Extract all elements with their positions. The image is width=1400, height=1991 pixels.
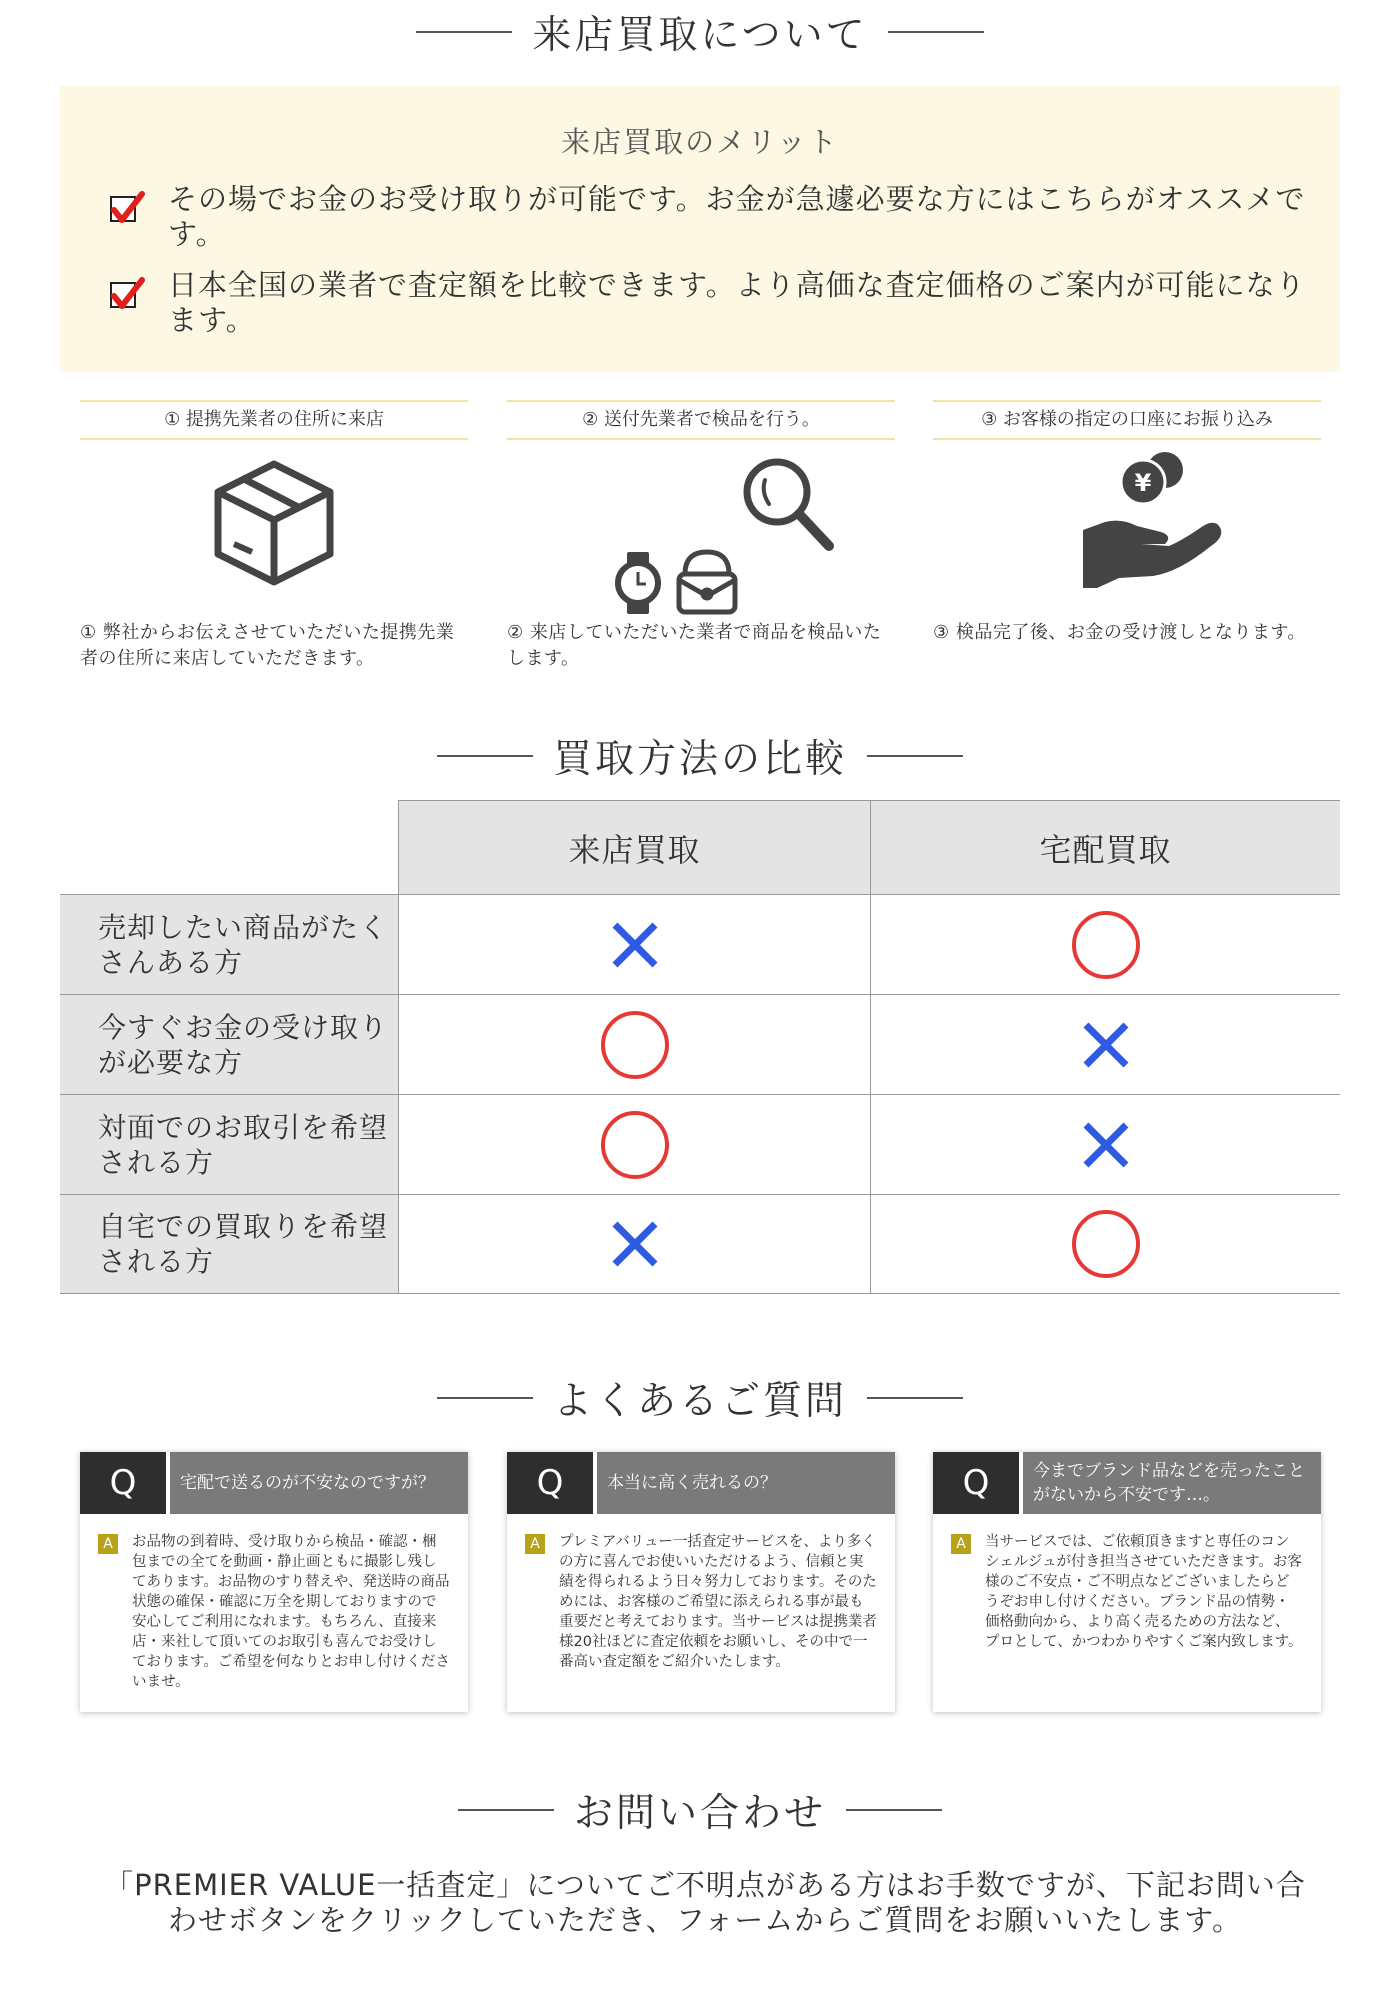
section-title: 買取方法の比較 <box>552 737 847 782</box>
step-1 <box>80 400 468 672</box>
cross-mark-icon <box>398 1194 870 1294</box>
row-header: 今すぐお金の受け取りが必要な方 <box>60 994 398 1094</box>
column-header-store: 来店買取 <box>398 800 870 894</box>
question-badge: Q <box>933 1452 1019 1514</box>
heading-rule-left <box>437 1397 533 1399</box>
faq-answer: お品物の到着時、受け取りから検品・確認・梱包までの全てを動画・静止画ともに撮影し残してあります。お品物のすり替えや、発送時の商品状態の確保・確認に万全を期しておりますので安心してご利用になれます。もちろん、直接来店・来社して頂いてのお取引も喜んでお受けしております。ご希望を何なりとお申し付けくださいませ。 <box>132 1534 450 1690</box>
svg-text:¥: ¥ <box>1134 469 1152 497</box>
step-2 <box>507 400 895 672</box>
merit-item <box>108 268 1318 338</box>
section-heading-faq <box>0 1370 1400 1426</box>
circle-mark-icon <box>870 894 1340 994</box>
yen-hand-icon <box>933 440 1321 620</box>
merit-item <box>108 182 1318 252</box>
step-description: ① 弊社からお伝えさせていただいた提携先業者の住所に来店していただきます。 <box>80 622 455 669</box>
merit-text: その場でお金のお受け取りが可能です。お金が急遽必要な方にはこちらがオススメです。 <box>168 182 1306 251</box>
section-heading-compare <box>0 728 1400 784</box>
circle-mark-icon <box>870 1194 1340 1294</box>
faq-question: 今までブランド品などを売ったことがないから不安です…。 <box>1023 1452 1321 1514</box>
faq-card <box>933 1452 1321 1712</box>
faq-answer: 当サービスでは、ご依頼頂きますと専任のコンシェルジュが付き担当させていただきます。お客様のご不安点・ご不明点などございましたらどうぞお申し付けください。ブランド品の情勢・価格動向から、より高く売るための方法など、プロとして、かつわかりやすくご案内致します。 <box>985 1534 1303 1650</box>
faq-question: 本当に高く売れるの？ <box>597 1452 895 1514</box>
faq-question: 宅配で送るのが不安なのですが？ <box>170 1452 468 1514</box>
question-badge: Q <box>80 1452 166 1514</box>
row-header: 売却したい商品がたくさんある方 <box>60 894 398 994</box>
section-title: よくあるご質問 <box>552 1379 847 1424</box>
faq-header <box>507 1452 895 1514</box>
merit-title: 来店買取のメリット <box>561 125 839 159</box>
answer-badge: A <box>98 1534 118 1554</box>
faq-answer-block <box>507 1514 895 1672</box>
merit-text: 日本全国の業者で査定額を比較できます。より高価な査定価格のご案内が可能になります。 <box>168 268 1306 337</box>
step-label: ③ お客様の指定の口座にお振り込み <box>933 400 1321 440</box>
section-heading-store-buy <box>0 4 1400 60</box>
faq-answer: プレミアバリュー一括査定サービスを、より多くの方に喜んでお使いいただけるよう、信頼と実績を得られるよう日々努力しております。そのためには、お客様のご希望に添えられる事が最も重要だと考えております。当サービスは提携業者様20社ほどに査定依頼をお願いし、その中で一番高い査定額をご紹介いたします。 <box>559 1534 877 1670</box>
heading-rule-right <box>867 755 963 757</box>
row-header: 対面でのお取引を希望される方 <box>60 1094 398 1194</box>
checkmark-icon <box>108 276 142 310</box>
cross-mark-icon <box>398 894 870 994</box>
faq-header <box>933 1452 1321 1514</box>
contact-description: 「PREMIER VALUE一括査定」についてご不明点がある方はお手数ですが、下記お問い合わせボタンをクリックしていただき、フォームからご質問をお願いいたします。 <box>104 1868 1306 1937</box>
checkmark-icon <box>108 190 142 224</box>
heading-rule-right <box>846 1809 942 1811</box>
step-label: ② 送付先業者で検品を行う。 <box>507 400 895 440</box>
section-title: 来店買取について <box>532 13 868 58</box>
heading-rule-right <box>867 1397 963 1399</box>
faq-card <box>507 1452 895 1712</box>
question-badge: Q <box>507 1452 593 1514</box>
faq-header <box>80 1452 468 1514</box>
section-title: お問い合わせ <box>573 1791 826 1836</box>
heading-rule-left <box>437 755 533 757</box>
step-description: ② 来店していただいた業者で商品を検品いたします。 <box>507 622 882 669</box>
circle-mark-icon <box>398 994 870 1094</box>
row-header: 自宅での買取りを希望される方 <box>60 1194 398 1294</box>
inspection-icon <box>507 440 895 620</box>
faq-answer-block <box>933 1514 1321 1652</box>
step-label: ① 提携先業者の住所に来店 <box>80 400 468 440</box>
merit-box <box>60 86 1340 372</box>
circle-mark-icon <box>398 1094 870 1194</box>
cross-mark-icon <box>870 1094 1340 1194</box>
box-icon <box>80 440 468 620</box>
cross-mark-icon <box>870 994 1340 1094</box>
answer-badge: A <box>525 1534 545 1554</box>
heading-rule-left <box>416 31 512 33</box>
step-3 <box>933 400 1321 646</box>
heading-rule-left <box>458 1809 554 1811</box>
faq-answer-block <box>80 1514 468 1692</box>
answer-badge: A <box>951 1534 971 1554</box>
step-description: ③ 検品完了後、お金の受け渡しとなります。 <box>933 622 1306 643</box>
heading-rule-right <box>888 31 984 33</box>
faq-card <box>80 1452 468 1712</box>
column-header-delivery: 宅配買取 <box>870 800 1340 894</box>
section-heading-contact <box>0 1782 1400 1838</box>
